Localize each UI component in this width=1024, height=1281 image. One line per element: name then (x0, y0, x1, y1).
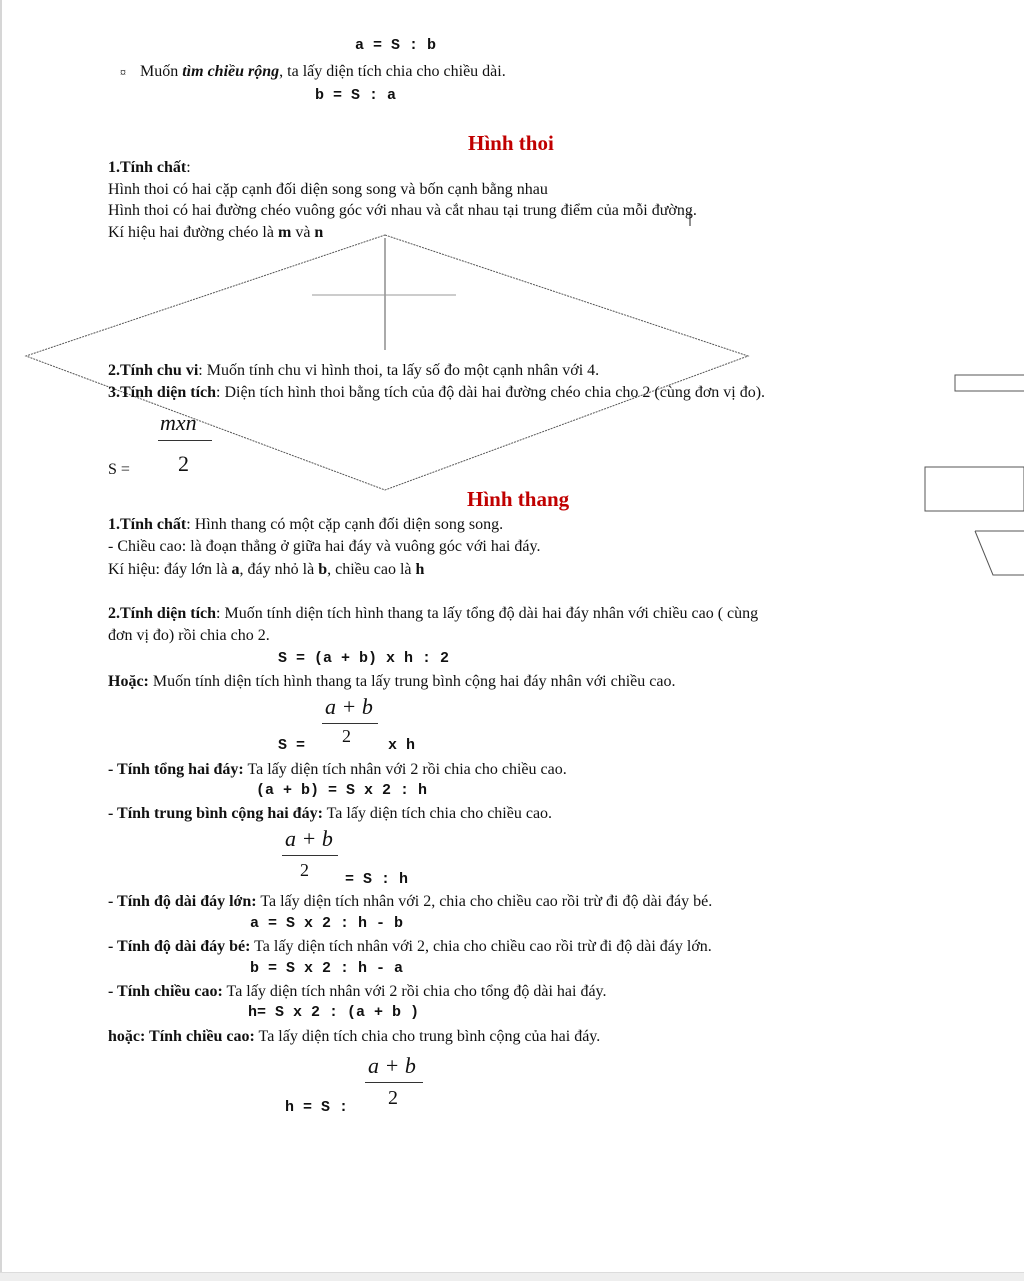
average-rule-text: Ta lấy diện tích chia cho chiều cao. (322, 805, 553, 822)
height-rule-alt-text: Ta lấy diện tích chia cho trung bình cộng của hai đáy. (254, 1028, 601, 1045)
notation-a: a (231, 561, 240, 578)
notation-prefix: Kí hiệu: đáy lớn là (108, 561, 232, 578)
h2-lhs: h = S : (285, 1099, 349, 1116)
avg-denominator: 2 (300, 860, 309, 880)
h2-fraction-bar (365, 1082, 423, 1083)
width-rule-suffix: , ta lấy diện tích chia cho chiều dài. (279, 63, 506, 80)
big-base-rule (108, 892, 712, 912)
average-rule-heading: - Tính trung bình cộng hai đáy: (108, 805, 323, 822)
width-rule-emphasis: tìm chiều rộng (182, 63, 280, 80)
rhombus-property-heading (108, 158, 191, 178)
notation-mid-2: , chiều cao là (327, 561, 416, 578)
sum-formula: (a + b) = S x 2 : h (256, 782, 428, 799)
rhombus-area-s: S = (108, 461, 130, 478)
side-shape-trapezoid (975, 531, 1024, 575)
width-rule-prefix: Muốn (140, 63, 183, 80)
height-rule (108, 982, 607, 1002)
rhombus-area-text: : Diện tích hình thoi bằng tích của độ dài hai đường chéo chia cho 2 (cùng đơn vị đo). (216, 384, 766, 401)
avg-numerator: a + b (285, 826, 333, 851)
f2-tail: x h (388, 737, 416, 754)
h2-numerator: a + b (368, 1053, 416, 1078)
trapezoid-property-heading: 1.Tính chất (108, 516, 187, 533)
sum-rule-text: Ta lấy diện tích nhân với 2 rồi chia cho chiều cao. (243, 761, 567, 778)
trapezoid-or-heading: Hoặc: (108, 673, 149, 690)
avg-fraction-bar (282, 855, 338, 856)
f2-denominator: 2 (342, 726, 351, 746)
small-base-rule (108, 937, 712, 957)
sum-rule (108, 760, 567, 780)
diagonal-m: m (277, 224, 292, 241)
rhombus-perimeter (108, 361, 599, 381)
rhombus-area-denominator: 2 (178, 451, 189, 476)
side-shape-rectangle-small (955, 375, 1024, 391)
height-formula: h= S x 2 : (a + b ) (248, 1004, 420, 1021)
diagonal-and: và (291, 224, 315, 241)
rhombus-property-line-2: Hình thoi có hai đường chéo vuông góc với nhau và cắt nhau tại trung điểm của mỗi đường. (108, 202, 697, 219)
avg-tail: = S : h (345, 871, 409, 888)
rhombus-area-numerator: mxn (160, 410, 197, 435)
trapezoid-property-text: : Hình thang có một cặp cạnh đối diện song song. (186, 516, 504, 533)
trapezoid-area-text-2: đơn vị đo) rồi chia cho 2. (108, 627, 270, 644)
rhombus-property-line-1: Hình thoi có hai cặp cạnh đối diện song song và bốn cạnh bằng nhau (108, 181, 548, 198)
notation-b: b (318, 561, 328, 578)
sum-rule-heading: - Tính tổng hai đáy: (108, 761, 244, 778)
big-base-formula: a = S x 2 : h - b (250, 915, 404, 932)
rhombus-diagonal-notation (108, 223, 323, 243)
rhombus-perimeter-heading: 2.Tính chu vi (108, 362, 199, 379)
formula-width: b = S : a (315, 87, 397, 104)
f2-numerator: a + b (325, 694, 373, 719)
height-rule-heading: - Tính chiều cao: (108, 983, 223, 1000)
f2-s: S = (278, 737, 306, 754)
trapezoid-or (108, 672, 675, 692)
f2-fraction-bar (322, 723, 378, 724)
big-base-heading: - Tính độ dài đáy lớn: (108, 893, 257, 910)
height-rule-text: Ta lấy diện tích nhân với 2 rồi chia cho tổng độ dài hai đáy. (222, 983, 607, 1000)
h2-denominator: 2 (388, 1087, 398, 1109)
trapezoid-area-text: : Muốn tính diện tích hình thang ta lấy tổng độ dài hai đáy nhân với chiều cao ( cùng (216, 605, 759, 622)
formula-length: a = S : b (355, 37, 437, 54)
notation-mid: , đáy nhỏ là (239, 561, 319, 578)
trapezoid-area-heading: 2.Tính diện tích (108, 605, 217, 622)
rhombus-area-heading: 3.Tính diện tích (108, 384, 217, 401)
width-rule (120, 62, 506, 82)
trapezoid-property (108, 515, 503, 535)
rhombus-area-fraction-bar (158, 440, 212, 441)
trapezoid-title: Hình thang (467, 487, 570, 511)
side-shape-rectangle-large (925, 467, 1024, 511)
diagonal-n: n (314, 224, 324, 241)
bullet-icon: ¤ (120, 65, 126, 79)
small-base-formula: b = S x 2 : h - a (250, 960, 404, 977)
trapezoid-notation (108, 560, 424, 580)
height-rule-alt (108, 1027, 600, 1047)
rhombus-area (108, 383, 765, 403)
trapezoid-area (108, 604, 758, 624)
trapezoid-area-formula: S = (a + b) x h : 2 (278, 650, 450, 667)
trapezoid-height-definition: - Chiều cao: là đoạn thẳng ở giữa hai đáy và vuông góc với hai đáy. (108, 538, 541, 555)
rhombus-property-colon: : (186, 159, 191, 176)
trapezoid-or-text: Muốn tính diện tích hình thang ta lấy trung bình cộng hai đáy nhân với chiều cao. (148, 673, 676, 690)
big-base-text: Ta lấy diện tích nhân với 2, chia cho chiều cao rồi trừ đi độ dài đáy bé. (256, 893, 713, 910)
diagonal-notation-prefix: Kí hiệu hai đường chéo là (108, 224, 278, 241)
rhombus-title: Hình thoi (468, 131, 554, 155)
height-rule-alt-heading: hoặc: Tính chiều cao: (108, 1028, 255, 1045)
rhombus-property-label: 1.Tính chất (108, 159, 187, 176)
small-base-text: Ta lấy diện tích nhân với 2, chia cho chiều cao rồi trừ đi độ dài đáy lớn. (250, 938, 712, 955)
notation-h: h (415, 561, 425, 578)
small-base-heading: - Tính độ dài đáy bé: (108, 938, 251, 955)
rhombus-perimeter-text: : Muốn tính chu vi hình thoi, ta lấy số đo một cạnh nhân với 4. (198, 362, 600, 379)
average-rule (108, 804, 552, 824)
